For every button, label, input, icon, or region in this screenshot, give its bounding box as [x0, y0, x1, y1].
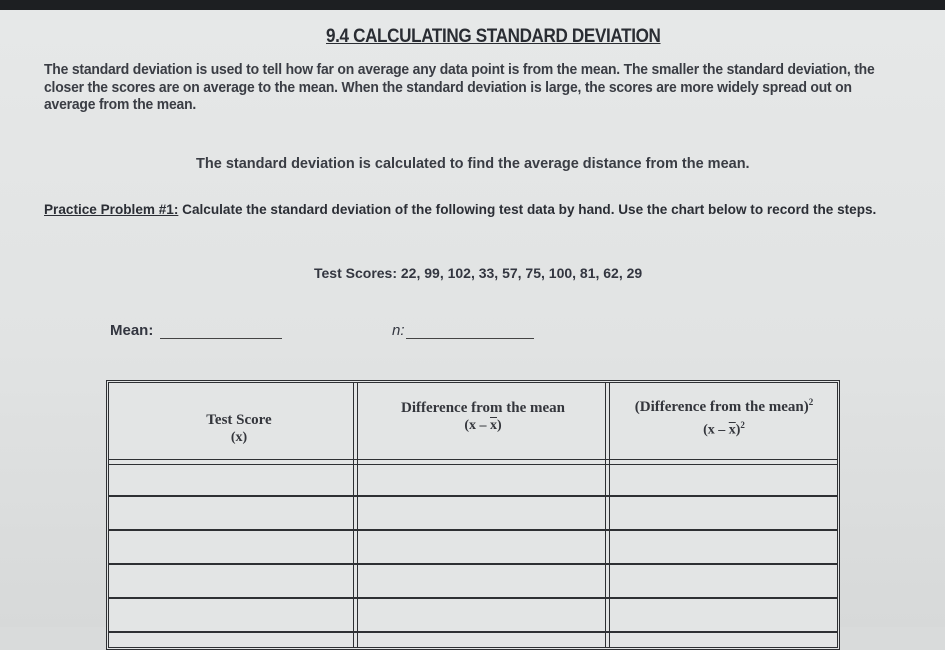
mean-label: Mean:: [110, 322, 154, 339]
definition-before: The: [196, 156, 226, 172]
mean-blank[interactable]: [160, 338, 282, 339]
definition-term: standard deviation: [225, 156, 355, 172]
practice-text: Calculate the standard deviation of the following test data by hand. Use the chart below to record the steps.: [178, 201, 877, 217]
n-blank[interactable]: [406, 338, 534, 339]
column-divider: [353, 383, 358, 647]
header-difference-title: Difference from the mean: [401, 400, 565, 416]
row-divider: [109, 597, 837, 599]
row-divider: [109, 495, 837, 497]
n-label: n:: [392, 322, 405, 339]
intro-paragraph: The standard deviation is used to tell how far on average any data point is from the mean. The smaller the standard deviation, the closer the scores are on average to the mean. When the standard deviation is large, the scores are more widely spread out on average from the mean.: [44, 62, 875, 113]
header-difference-squared-formula: $(x - \overline{x})^2$: [703, 420, 745, 438]
practice-problem: [44, 200, 878, 218]
header-difference-squared: [613, 393, 835, 440]
definition-emphasis: average distance from the mean.: [523, 156, 750, 172]
row-divider: [109, 631, 837, 633]
test-scores: [314, 265, 642, 281]
header-test-score: [129, 411, 349, 447]
definition-sentence: [196, 156, 750, 172]
header-test-score-formula: (x): [230, 430, 248, 445]
test-scores-values: 22, 99, 102, 33, 57, 75, 100, 81, 62, 29: [400, 265, 643, 281]
deviation-table: [106, 380, 840, 650]
header-test-score-title: Test Score: [206, 412, 272, 428]
header-difference-formula: $(x - \overline{x})$: [464, 418, 502, 433]
row-divider: [109, 529, 837, 531]
header-difference-squared-title: (Difference from the mean)$^2$: [634, 397, 814, 415]
row-divider: [109, 563, 837, 565]
header-divider: [109, 459, 837, 465]
test-scores-label: Test Scores:: [314, 265, 397, 281]
header-difference: [361, 399, 605, 435]
worksheet-page: [0, 10, 945, 627]
page-title: 9.4 CALCULATING STANDARD DEVIATION: [326, 26, 661, 47]
column-divider: [605, 383, 610, 647]
practice-label: Practice Problem #1:: [44, 201, 179, 217]
definition-middle: is calculated to find the: [354, 156, 524, 172]
